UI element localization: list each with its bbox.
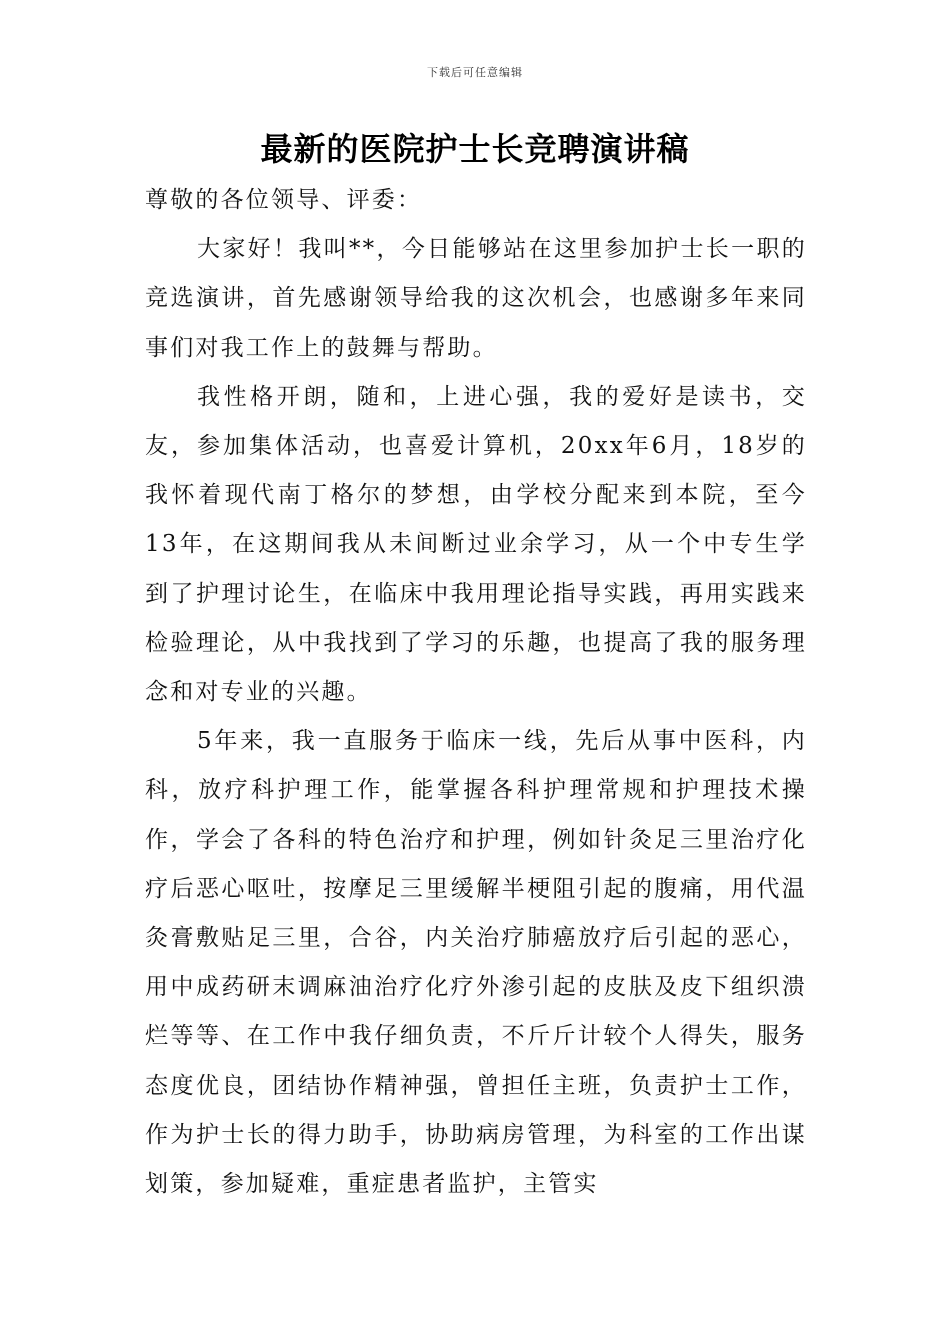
- header-note: 下载后可任意编辑: [427, 66, 523, 79]
- salutation: 尊敬的各位领导、评委：: [145, 187, 423, 213]
- paragraph-3: 5年来，我一直服务于临床一线，先后从事中医科，内科，放疗科护理工作，能掌握各科护理常规和护理技术操作，学会了各科的特色治疗和护理，例如针灸足三里治疗化疗后恶心呕吐，按摩足三里缓解半梗阻引起的腹痛，用代温灸膏敷贴足三里，合谷，内关治疗肺癌放疗后引起的恶心，用中成药研末调麻油治疗化疗外渗引起的皮肤及皮下组织溃烂等等、在工作中我仔细负责，不斤斤计较个人得失，服务态度优良，团结协作精神强，曾担任主班，负责护士工作，作为护士长的得力助手，协助病房管理，为科室的工作出谋划策，参加疑难，重症患者监护，主管实: [145, 728, 807, 1198]
- document-title: 最新的医院护士长竞聘演讲稿: [260, 130, 690, 168]
- document-body: [145, 176, 807, 1209]
- paragraph-2: 我性格开朗，随和，上进心强，我的爱好是读书，交友，参加集体活动，也喜爱计算机，20xx年6月，18岁的我怀着现代南丁格尔的梦想，由学校分配来到本院，至今13年，在这期间我从未间断过业余学习，从一个中专生学到了护理讨论生，在临床中我用理论指导实践，再用实践来检验理论，从中我找到了学习的乐趣，也提高了我的服务理念和对专业的兴趣。: [145, 383, 807, 706]
- paragraph-1: 大家好！我叫**，今日能够站在这里参加护士长一职的竞选演讲，首先感谢领导给我的这次机会，也感谢多年来同事们对我工作上的鼓舞与帮助。: [145, 236, 807, 361]
